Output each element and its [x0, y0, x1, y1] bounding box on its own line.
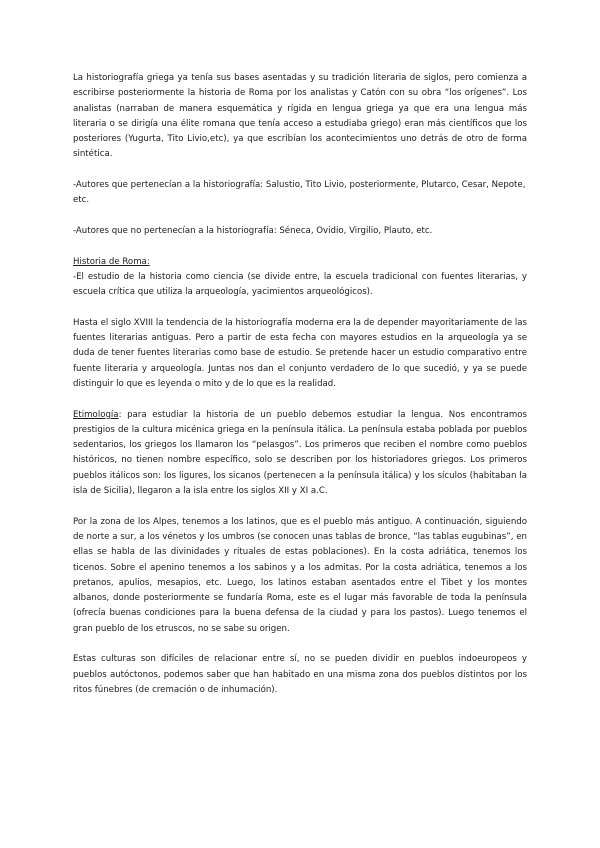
paragraph-autores-historiografia: -Autores que pertenecían a la historiografía: Salustio, Tito Livio, posteriormente, Plutarco, Cesar, Nepote, etc.	[73, 180, 526, 206]
heading-historia-de-roma: Historia de Roma:	[73, 256, 150, 267]
paragraph-zona-alpes: Por la zona de los Alpes, tenemos a los latinos, que es el pueblo más antiguo. A continuación, siguiendo de norte a sur, a los vénetos y los umbros (se conocen unas tablas de bronce, “las tablas eugubinas”, en ellas se habla de las divinidades y rituales de estas poblaciones). En la costa adriática, tenemos los ticenos. Sobre el apenino tenemos a los sabinos y a los admitas. Por la costa adriática, tenemos a los pretanos, apulios, mesapios, etc. Luego, los latinos estaban asentados entre el Tibet y los montes albanos, donde posteriormente se fundaría Roma, este es el lugar más favorable de toda la península (ofrecía buenas condiciones para la buena defensa de la ciudad y para los pastos). Luego tenemos el gran pueblo de los etruscos, no se sabe su origen.	[73, 516, 527, 634]
document-body	[73, 71, 527, 713]
paragraph-etimologia	[73, 408, 527, 500]
etimologia-text: : para estudiar la historia de un pueblo debemos estudiar la lengua. Nos encontramos prestigios de la cultura micénica griega en la península itálica. La península estaba poblada por pueblos sedentarios, los griegos los llamaron los “pelasgos”. Los primeros que reciben el nombre como pueblos históricos, no tienen nombre específico, solo se describen por los historiadores griegos. Los primeros pueblos itálicos son: los ligures, los sicanos (pertenecen a la península itálica) y los sículos (habitaban la isla de Sicilia), llegaron a la isla entre los siglos XII y XI a.C.	[73, 409, 527, 497]
etimologia-label: Etimología	[73, 409, 119, 420]
paragraph-culturas: Estas culturas son difíciles de relacionar entre sí, no se pueden dividir en pueblos indoeuropeos y pueblos autóctonos, podemos saber que han habitado en una misma zona dos pueblos distintos por los ritos fúnebres (de cremación o de inhumación).	[73, 654, 527, 695]
paragraph-siglo-xviii: Hasta el siglo XVIII la tendencia de la historiografía moderna era la de depender mayoritariamente de las fuentes literarias antiguas. Pero a partir de esta fecha con mayores estudios en la arqueología ya se duda de tener fuentes literarias como base de estudio. Se pretende hacer un estudio comparativo entre fuente literaria y arqueología. Juntas nos dan el conjunto verdadero de lo que sucedió, y ya se puede distinguir lo que es leyenda o mito y de lo que es la realidad.	[73, 317, 527, 389]
paragraph-autores-no-historiografia: -Autores que no pertenecían a la historiografía: Séneca, Ovidio, Virgilio, Plauto, etc.	[73, 225, 433, 236]
paragraph-historiografia-griega: La historiografía griega ya tenía sus bases asentadas y su tradición literaria de siglos, pero comienza a escribirse posteriormente la historia de Roma por los analistas y Catón con su obra “los orígenes”. Los analistas (narraban de manera esquemática y rígida en lengua griega ya que era una lengua más literaria o se dirigía una élite romana que tenía acceso a estudiaba griego) eran más científicos que los posteriores (Yugurta, Tito Livio,etc), ya que escribían los acontecimientos uno detrás de otro de forma sintética.	[73, 73, 527, 160]
paragraph-estudio-historia: -El estudio de la historia como ciencia (se divide entre, la escuela tradicional con fuentes literarias, y escuela crítica que utiliza la arqueología, yacimientos arqueológicos).	[73, 271, 527, 298]
